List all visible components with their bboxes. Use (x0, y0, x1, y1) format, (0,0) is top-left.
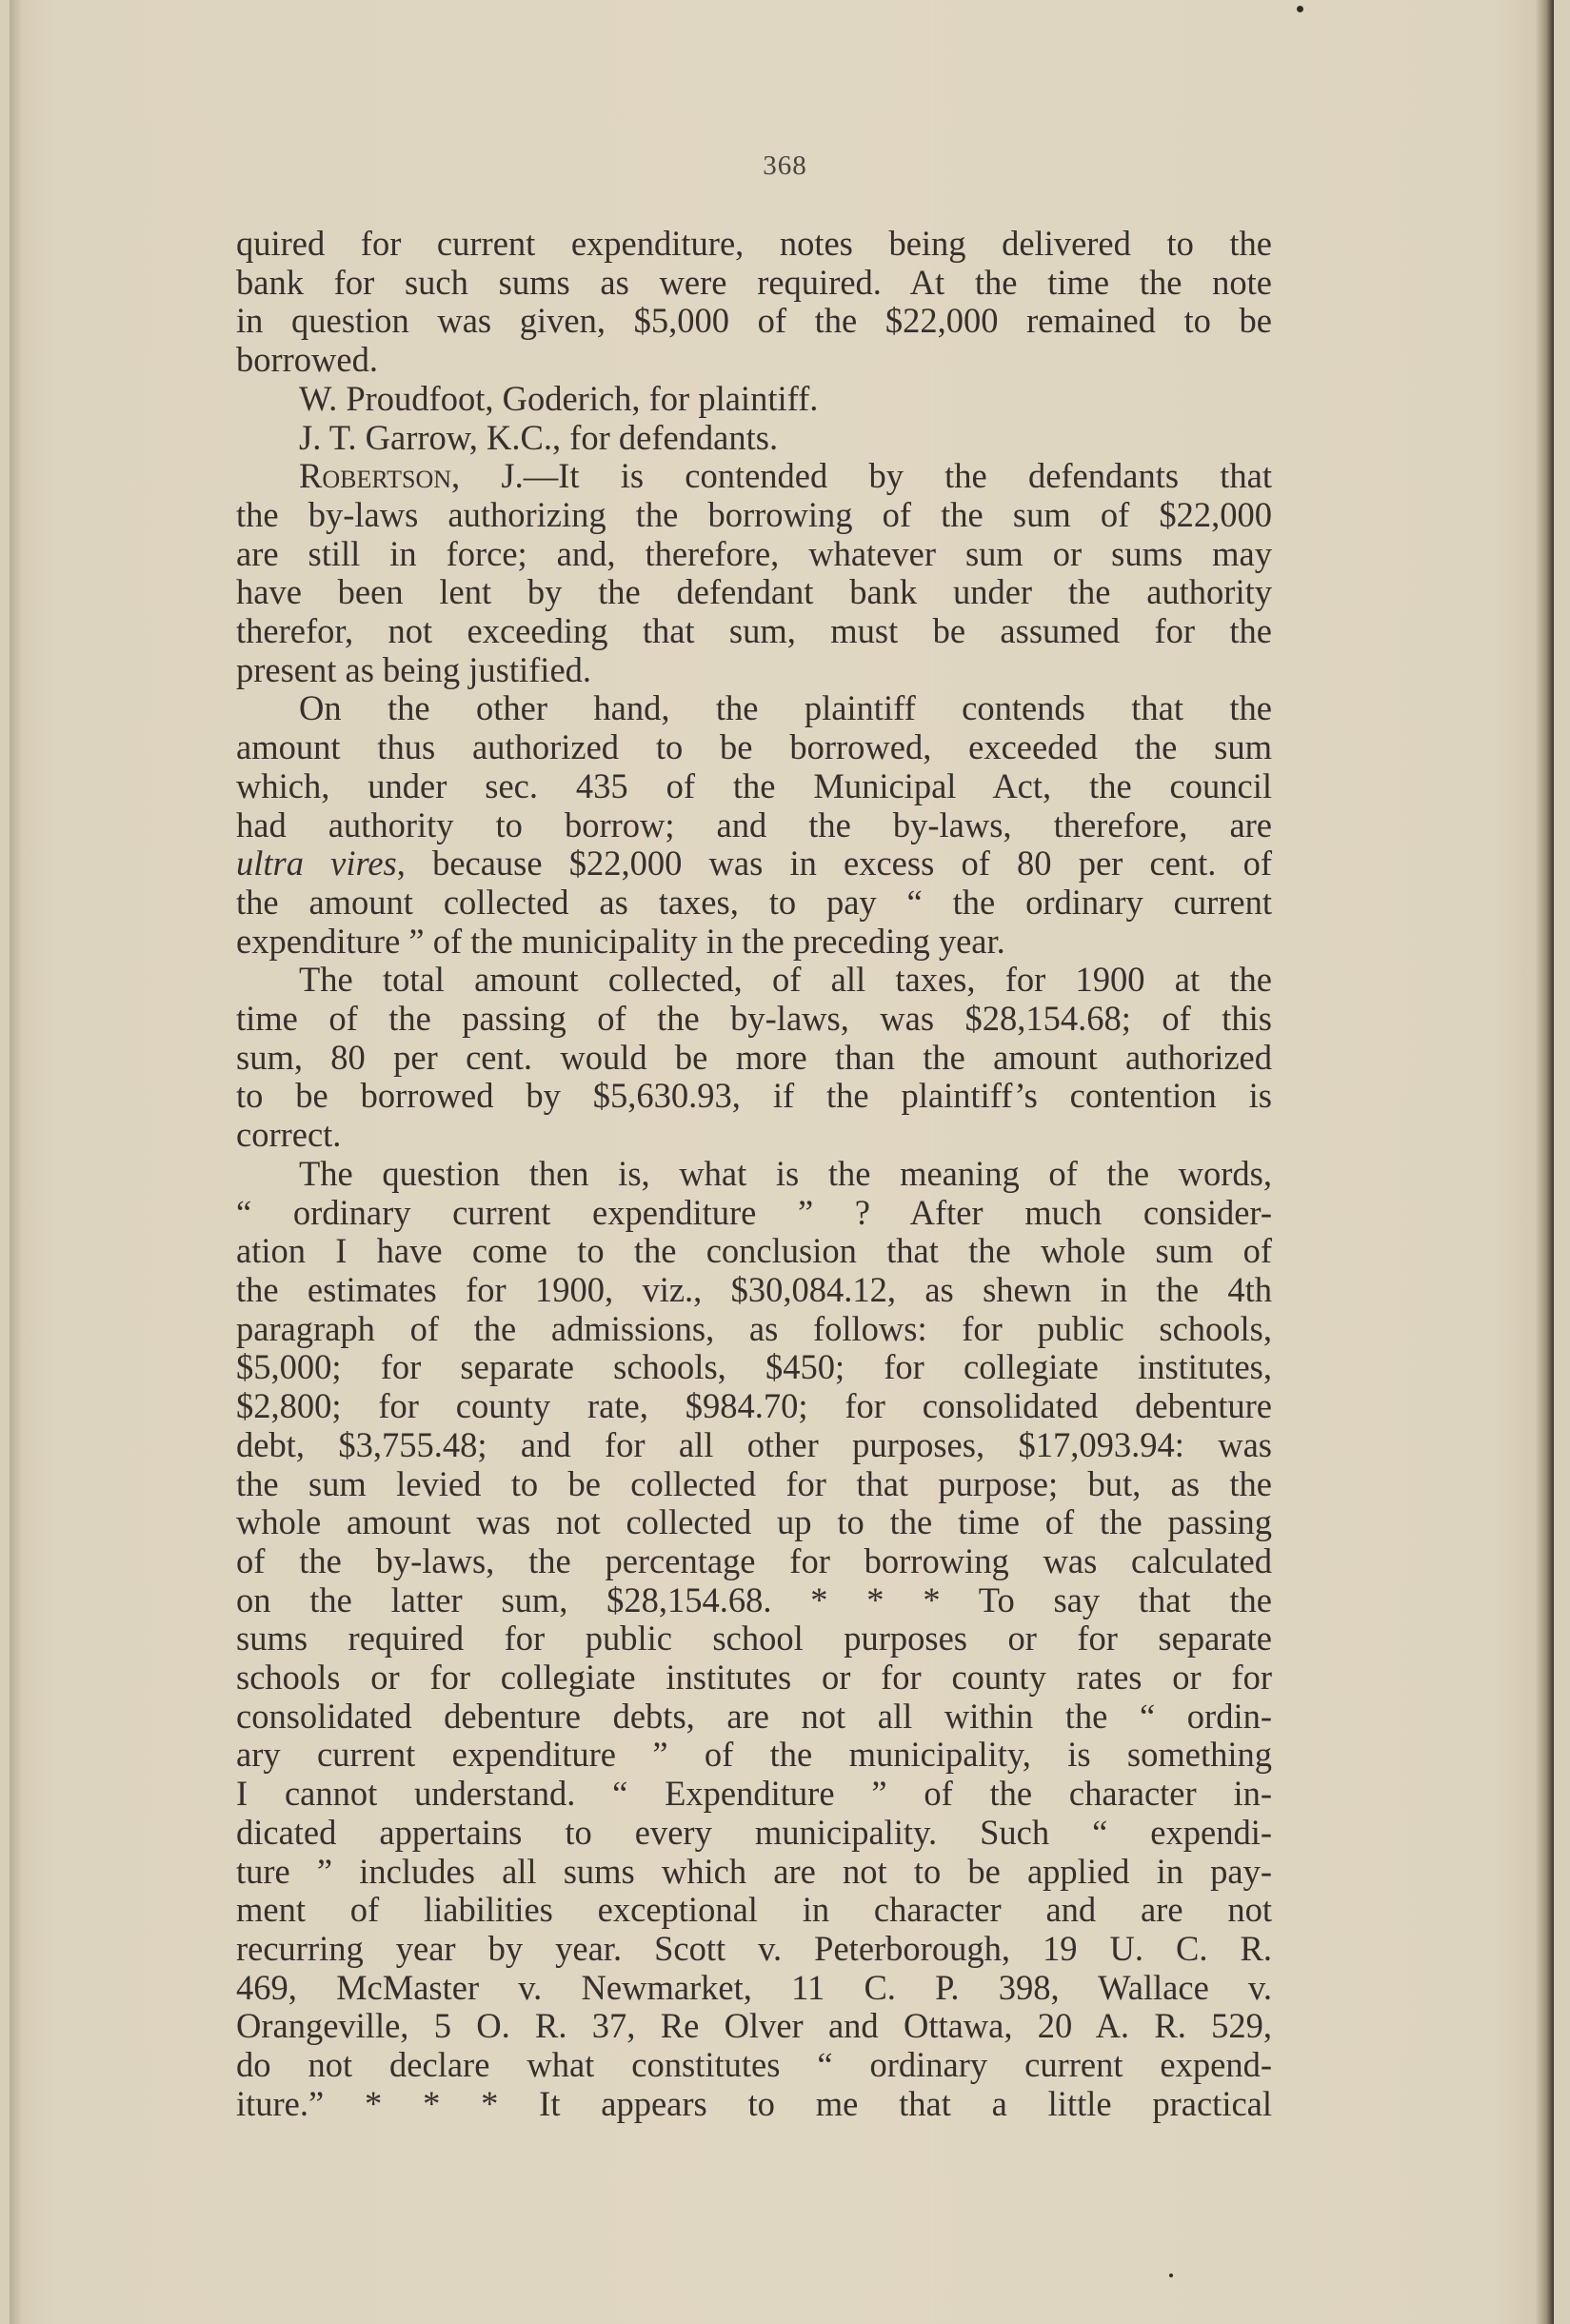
text-line: 469, McMaster v. Newmarket, 11 C. P. 398, Wallace v. (236, 1967, 1272, 2007)
text-line: expenditure ” of the municipality in the preceding year. (236, 921, 1005, 961)
text-line: “ ordinary current expenditure ” ? After much consider- (236, 1192, 1272, 1232)
text-line: of the by-laws, the percentage for borrowing was calculated (236, 1540, 1272, 1580)
counsel-defendants: J. T. Garrow, K.C., for defendants. (299, 417, 779, 457)
text-line: paragraph of the admissions, as follows: for public schools, (236, 1308, 1272, 1348)
text-line: dicated appertains to every municipality. Such “ expendi- (236, 1812, 1272, 1852)
text-line: $5,000; for separate schools, $450; for collegiate institutes, (236, 1347, 1272, 1387)
page-number: 368 (763, 150, 807, 181)
text-line: recurring year by year. Scott v. Peterborough, 19 U. C. R. (236, 1928, 1272, 1968)
text-line: which, under sec. 435 of the Municipal Act, the council (236, 765, 1272, 805)
latin-phrase: ultra vires (236, 844, 397, 884)
text-line: ment of liabilities exceptional in character and are not (236, 1890, 1272, 1930)
text-line: sum, 80 per cent. would be more than the amount authorized (236, 1037, 1272, 1077)
text-line: The question then is, what is the meaning of the words, (299, 1153, 1272, 1193)
text-line: borrowed. (236, 340, 378, 380)
text-line: iture.” * * * It appears to me that a little practical (236, 2083, 1272, 2123)
text-line: debt, $3,755.48; and for all other purposes, $17,093.94: was (236, 1424, 1272, 1464)
text-line: have been lent by the defendant bank under the authority (236, 572, 1272, 612)
text-line: bank for such sums as were required. At the time the note (236, 262, 1272, 302)
text-line: schools or for collegiate institutes or for county rates or for (236, 1658, 1272, 1698)
body-text (236, 225, 1272, 2123)
text-line: the by-laws authorizing the borrowing of the sum of $22,000 (236, 494, 1272, 534)
text-line: The total amount collected, of all taxes, for 1900 at the (299, 960, 1272, 1000)
text-line: correct. (236, 1115, 342, 1155)
text-line: time of the passing of the by-laws, was $28,154.68; of this (236, 999, 1272, 1039)
judge-name: Robertson (299, 456, 452, 496)
page-left-edge (10, 0, 21, 2324)
text-line: sums required for public school purposes or for separate (236, 1619, 1272, 1659)
text-line: the sum levied to be collected for that purpose; but, as the (236, 1463, 1272, 1503)
ink-speck (1169, 2274, 1173, 2277)
text-line: ture ” includes all sums which are not to be applied in pay- (236, 1851, 1272, 1891)
text-line: whole amount was not collected up to the time of the passing (236, 1502, 1272, 1542)
text-line: are still in force; and, therefore, whatever sum or sums may (236, 533, 1272, 573)
text-line: had authority to borrow; and the by-laws, therefore, are (236, 804, 1272, 844)
text-line: ary current expenditure ” of the municipality, is something (236, 1735, 1272, 1775)
text-line: present as being justified. (236, 649, 592, 689)
judgment-opening-line (236, 457, 1272, 496)
text-line: I cannot understand. “ Expenditure ” of the character in- (236, 1774, 1272, 1814)
text-line: the amount collected as taxes, to pay “ the ordinary current (236, 882, 1272, 922)
counsel-plaintiff: W. Proudfoot, Goderich, for plaintiff. (299, 378, 819, 418)
text-line: on the latter sum, $28,154.68. * * * To say that the (236, 1579, 1272, 1619)
text-line (236, 844, 1272, 884)
text-line: therefor, not exceeding that sum, must be assumed for the (236, 611, 1272, 651)
text-line: quired for current expenditure, notes being delivered to the (236, 224, 1272, 263)
text-line: the estimates for 1900, viz., $30,084.12, as shewn in the 4th (236, 1269, 1272, 1309)
text-line: ation I have come to the conclusion that the whole sum of (236, 1231, 1272, 1271)
text-line: Orangeville, 5 O. R. 37, Re Olver and Ottawa, 20 A. R. 529, (236, 2006, 1272, 2046)
text-line-rest: , J.—It is contended by the defendants that (451, 456, 1272, 496)
text-line: do not declare what constitutes “ ordinary current expend- (236, 2045, 1272, 2085)
page-right-edge (1535, 0, 1554, 2324)
ink-speck (1297, 6, 1303, 12)
text-line: to be borrowed by $5,630.93, if the plaintiff’s contention is (236, 1076, 1272, 1116)
text-line-rest: , because $22,000 was in excess of 80 per cent. of (396, 844, 1272, 884)
text-line: $2,800; for county rate, $984.70; for consolidated debenture (236, 1386, 1272, 1426)
text-line: consolidated debenture debts, are not all within the “ ordin- (236, 1696, 1272, 1736)
text-line: amount thus authorized to be borrowed, exceeded the sum (236, 727, 1272, 767)
text-line: On the other hand, the plaintiff contends that the (299, 688, 1272, 728)
text-line: in question was given, $5,000 of the $22,000 remained to be (236, 301, 1272, 341)
